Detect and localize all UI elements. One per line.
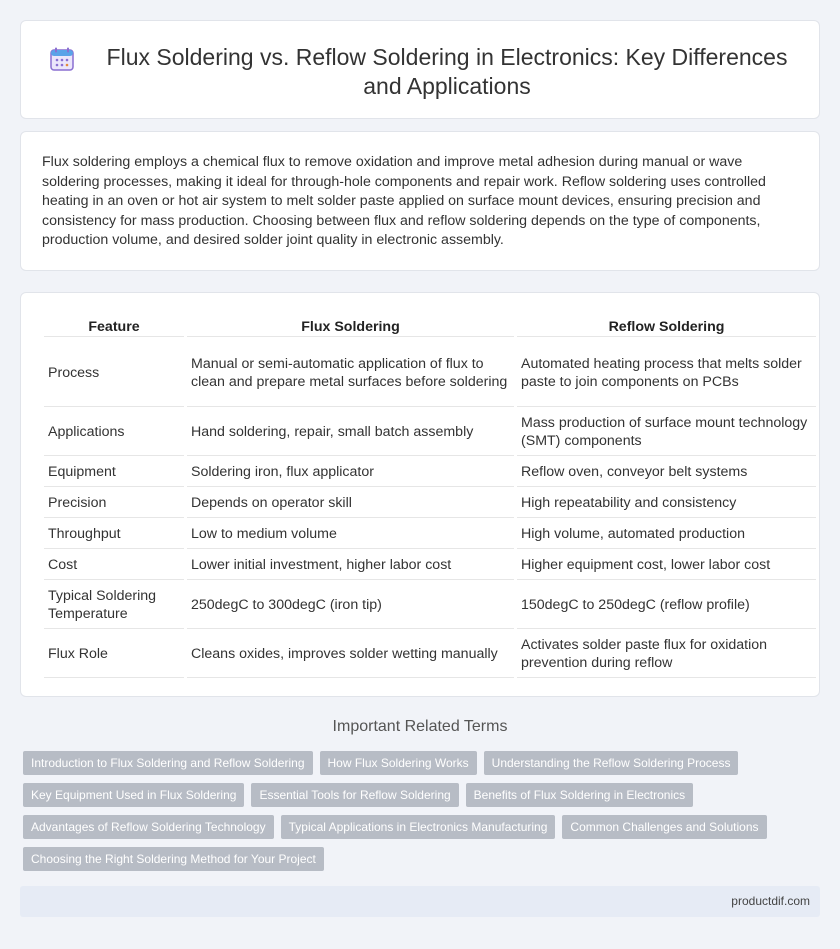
related-tag[interactable]: Choosing the Right Soldering Method for Your Project <box>23 847 324 871</box>
flux-cell: Cleans oxides, improves solder wetting manually <box>187 631 514 678</box>
footer-site[interactable]: productdif.com <box>731 894 810 908</box>
flux-cell: Lower initial investment, higher labor cost <box>187 551 514 580</box>
feature-cell: Equipment <box>44 458 184 487</box>
feature-cell: Cost <box>44 551 184 580</box>
reflow-cell: Mass production of surface mount technology (SMT) components <box>517 409 816 456</box>
reflow-cell: Reflow oven, conveyor belt systems <box>517 458 816 487</box>
reflow-cell: High volume, automated production <box>517 520 816 549</box>
flux-cell: Hand soldering, repair, small batch assembly <box>187 409 514 456</box>
related-tag[interactable]: Essential Tools for Reflow Soldering <box>251 783 458 807</box>
table-row <box>44 339 816 407</box>
related-tags <box>23 751 803 879</box>
comparison-table <box>41 315 819 680</box>
header-reflow: Reflow Soldering <box>517 317 816 337</box>
reflow-cell: High repeatability and consistency <box>517 489 816 518</box>
feature-cell: Precision <box>44 489 184 518</box>
table-row <box>44 520 816 549</box>
feature-cell: Typical Soldering Temperature <box>44 582 184 629</box>
reflow-cell: Automated heating process that melts solder paste to join components on PCBs <box>517 339 816 407</box>
related-terms-heading: Important Related Terms <box>332 718 508 735</box>
page-title: Flux Soldering vs. Reflow Soldering in Electronics: Key Differences and Applications <box>106 44 788 99</box>
tag-row <box>23 815 803 839</box>
table-row <box>44 631 816 678</box>
feature-cell: Flux Role <box>44 631 184 678</box>
intro-card <box>20 131 820 271</box>
reflow-cell: Activates solder paste flux for oxidation prevention during reflow <box>517 631 816 678</box>
table-row <box>44 409 816 456</box>
reflow-cell: Higher equipment cost, lower labor cost <box>517 551 816 580</box>
tag-row <box>23 751 803 775</box>
header-card <box>20 20 820 119</box>
flux-cell: Depends on operator skill <box>187 489 514 518</box>
header-feature: Feature <box>44 317 184 337</box>
related-tag[interactable]: Understanding the Reflow Soldering Process <box>484 751 739 775</box>
table-row <box>44 458 816 487</box>
flux-cell: Low to medium volume <box>187 520 514 549</box>
table-row <box>44 489 816 518</box>
title-wrap <box>49 43 799 101</box>
header-flux: Flux Soldering <box>187 317 514 337</box>
feature-cell: Applications <box>44 409 184 456</box>
tag-row <box>23 847 803 871</box>
table-row <box>44 582 816 629</box>
feature-cell: Throughput <box>44 520 184 549</box>
feature-cell: Process <box>44 339 184 407</box>
reflow-cell: 150degC to 250degC (reflow profile) <box>517 582 816 629</box>
footer <box>20 886 820 917</box>
related-tag[interactable]: Key Equipment Used in Flux Soldering <box>23 783 244 807</box>
flux-cell: Manual or semi-automatic application of flux to clean and prepare metal surfaces before soldering <box>187 339 514 407</box>
table-header-row <box>44 317 816 337</box>
comparison-card <box>20 292 820 697</box>
tag-row <box>23 783 803 807</box>
flux-cell: 250degC to 300degC (iron tip) <box>187 582 514 629</box>
related-tag[interactable]: How Flux Soldering Works <box>320 751 477 775</box>
related-tag[interactable]: Introduction to Flux Soldering and Reflow Soldering <box>23 751 313 775</box>
related-tag[interactable]: Common Challenges and Solutions <box>562 815 766 839</box>
intro-paragraph: Flux soldering employs a chemical flux to remove oxidation and improve metal adhesion during manual or wave soldering processes, making it ideal for through-hole components and repair work. Reflow soldering uses controlled heating in an oven or hot air system to melt solder paste applied on surface mount devices, ensuring precision and consistency for mass production. Choosing between flux and reflow soldering depends on the type of components, production volume, and desired solder joint quality in electronic assembly. <box>42 154 766 249</box>
table-row <box>44 551 816 580</box>
related-tag[interactable]: Typical Applications in Electronics Manufacturing <box>281 815 556 839</box>
calendar-icon <box>49 46 75 72</box>
flux-cell: Soldering iron, flux applicator <box>187 458 514 487</box>
related-tag[interactable]: Advantages of Reflow Soldering Technology <box>23 815 274 839</box>
related-tag[interactable]: Benefits of Flux Soldering in Electronics <box>466 783 693 807</box>
